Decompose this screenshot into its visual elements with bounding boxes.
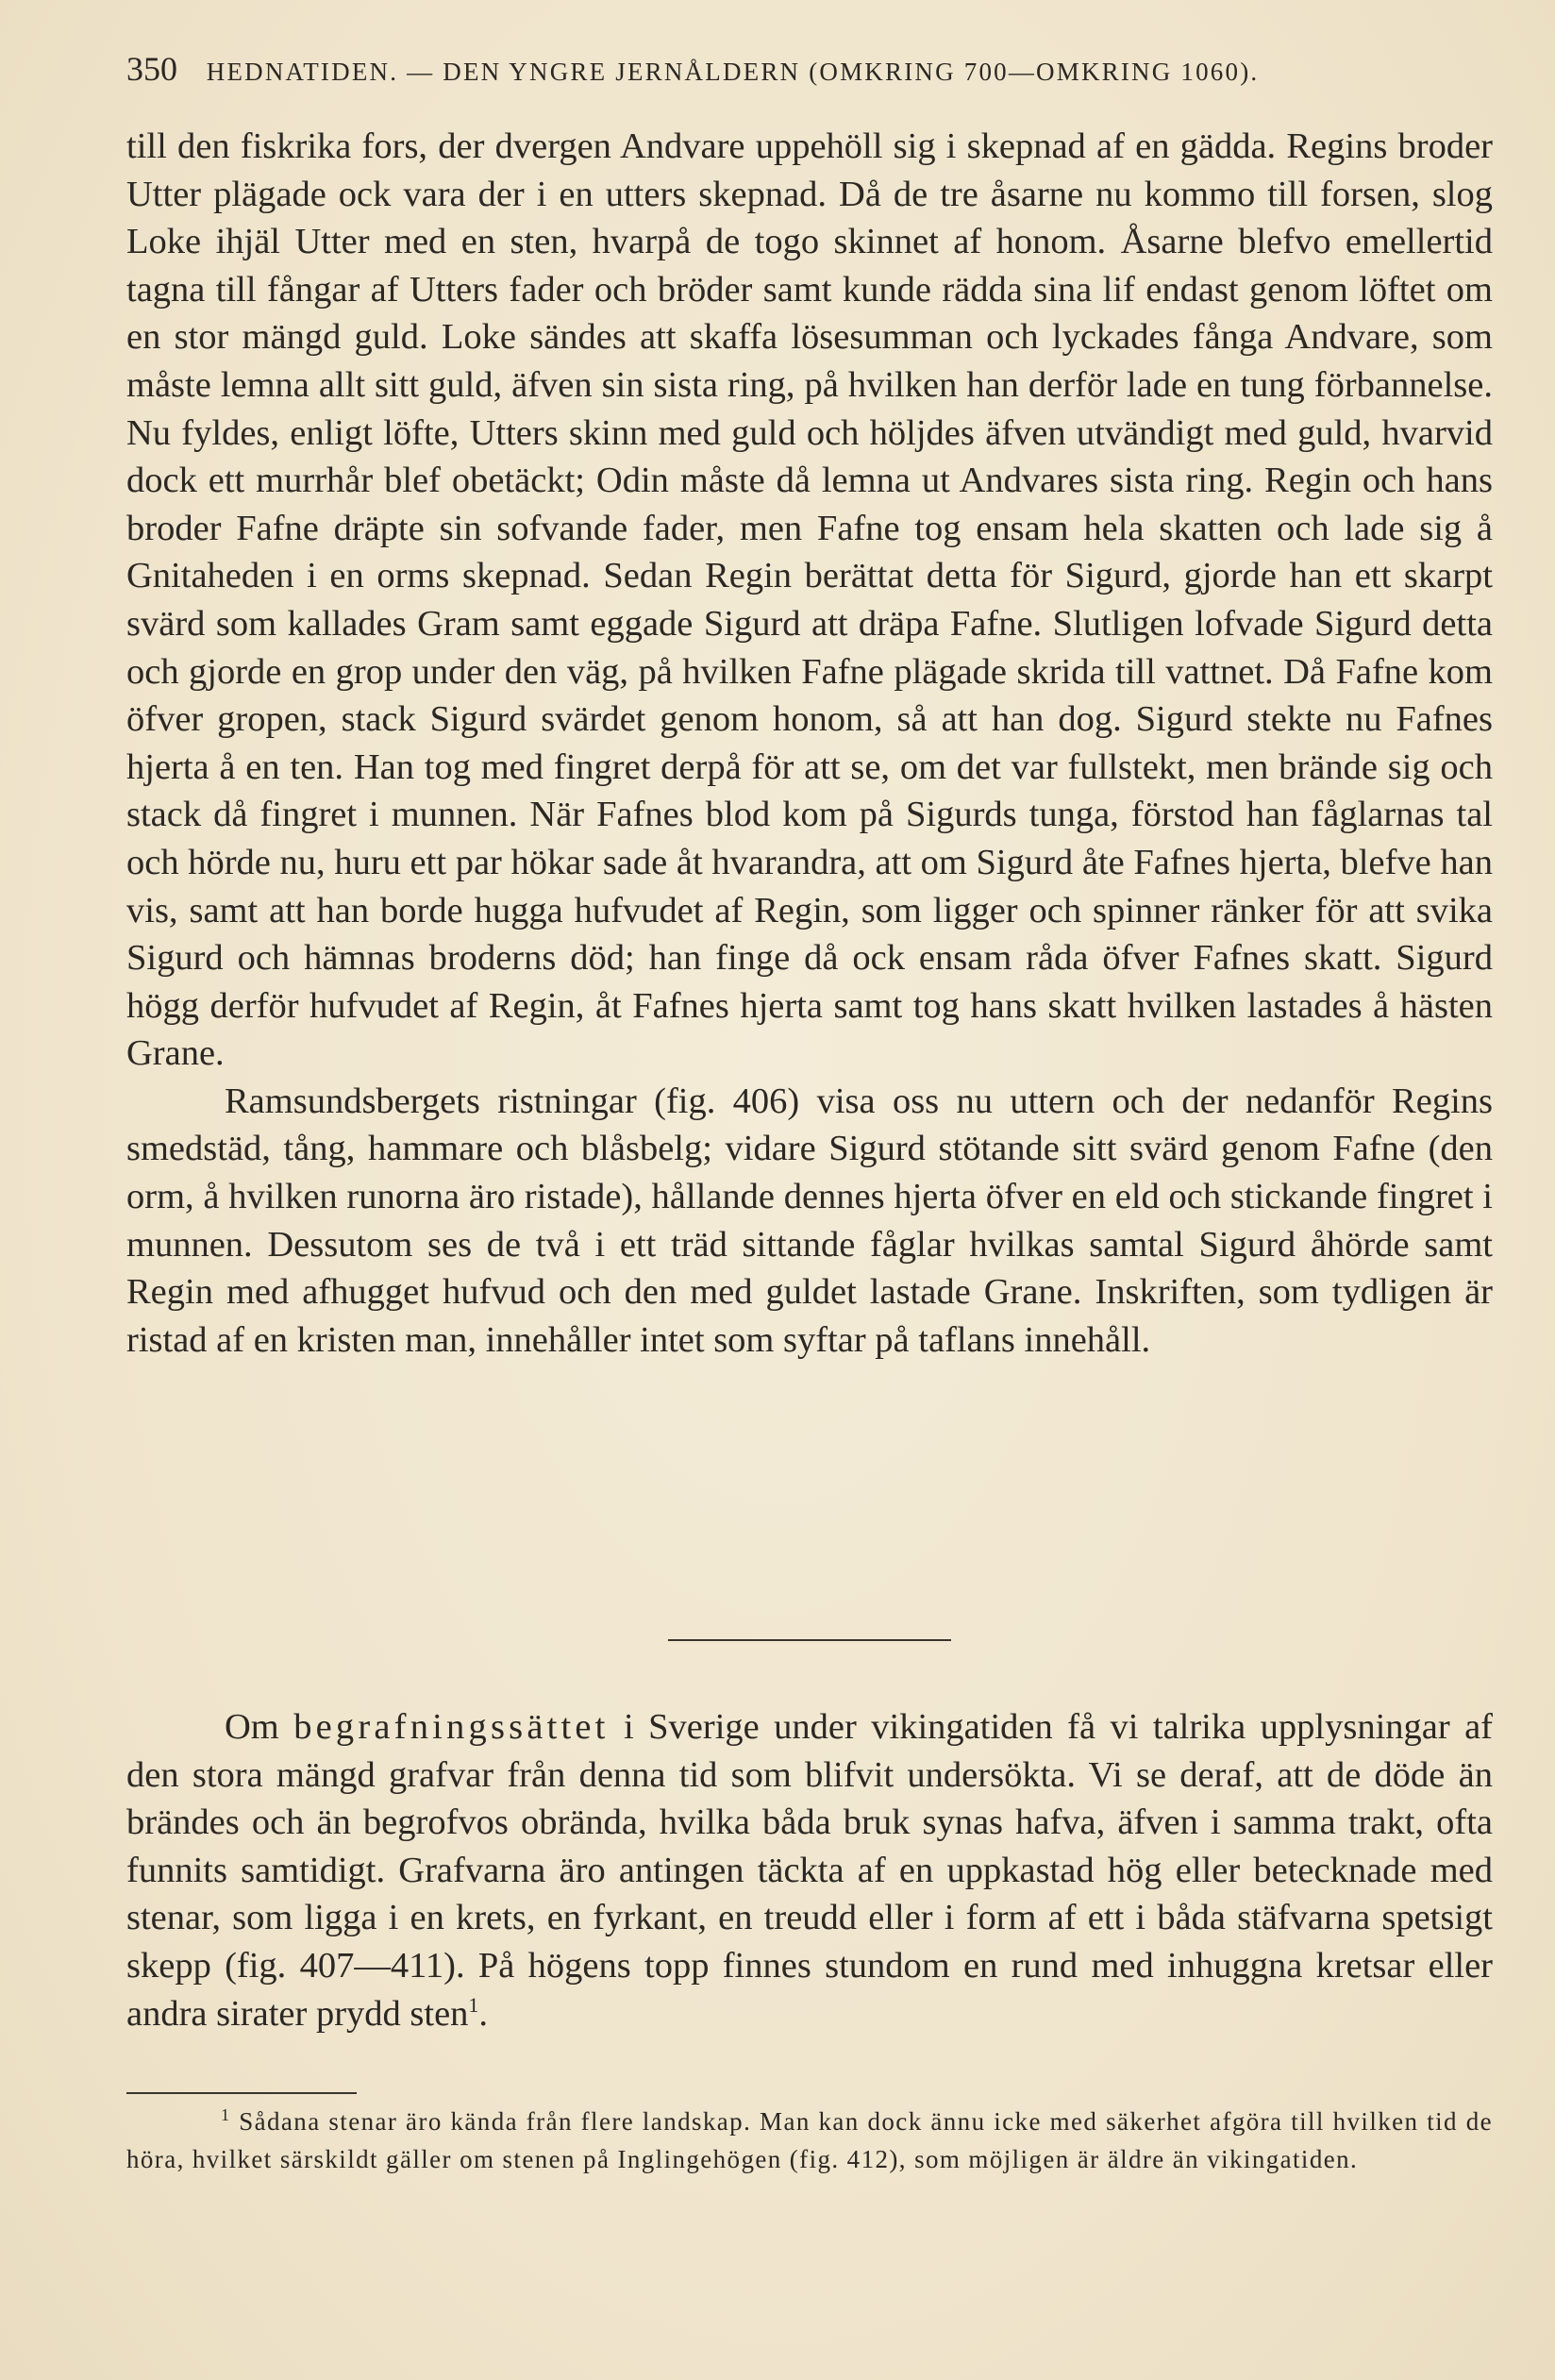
paragraph-ramsund-carvings: Ramsundsbergets ristningar (fig. 406) visa oss nu uttern och der nedanför Regins smedstäd, tång, hammare och blåsbelg; vidare Sigurd stötande sitt svärd genom Fafne (den orm, å hvilken runorna äro ristade), hållande dennes hjerta öfver en eld och stickande fingret i munnen. Dessutom ses de två i ett träd sittande fåglar hvilkas samtal Sigurd åhörde samt Regin med afhugget hufvud och den med guldet lastade Grane. Inskriften, som tydligen är ristad af en kristen man, innehåller intet som syftar på taflans innehåll.: [126, 1081, 1493, 1360]
footnote: [126, 2103, 1493, 2178]
section-divider: [668, 1639, 951, 1641]
main-text-block: [126, 123, 1493, 1364]
page-header: [126, 49, 1495, 89]
footnote-text: Sådana stenar äro kända från flere landskap. Man kan dock ännu icke med säkerhet afgöra till hvilken tid de höra, hvilket särskildt gäller om stenen på Inglingehögen (fig. 412), som möjligen är äldre än vikingatiden.: [126, 2107, 1493, 2173]
running-title: HEDNATIDEN. — DEN YNGRE JERNÅLDERN (OMKRING 700—OMKRING 1060).: [206, 58, 1260, 86]
paragraph-sigurd-legend: till den fiskrika fors, der dvergen Andvare uppehöll sig i skepnad af en gädda. Regins broder Utter plägade ock vara der i en utters skepnad. Då de tre åsarne nu kommo till forsen, slog Loke ihjäl Utter med en sten, hvarpå de togo skinnet af honom. Åsarne blefvo emellertid tagna till fångar af Utters fader och bröder samt kunde rädda sina lif endast genom löftet om en stor mängd guld. Loke sändes att skaffa lösesumman och lyckades fånga Andvare, som måste lemna allt sitt guld, äfven sin sista ring, på hvilken han derför lade en tung förbannelse. Nu fyldes, enligt löfte, Utters skinn med guld och höljdes äfven utvändigt med guld, hvarvid dock ett murrhår blef obetäckt; Odin måste då lemna ut Andvares sista ring. Regin och hans broder Fafne dräpte sin sofvande fader, men Fafne tog ensam hela skatten och lade sig å Gnitaheden i en orms skepnad. Sedan Regin berättat detta för Sigurd, gjorde han ett skarpt svärd som kallades Gram samt eggade Sigurd att dräpa Fafne. Slutligen lofvade Sigurd detta och gjorde en grop under den väg, på hvilken Fafne plägade skrida till vattnet. Då Fafne kom öfver gropen, stack Sigurd svärdet genom honom, så att han dog. Sigurd stekte nu Fafnes hjerta å en ten. Han tog med fingret derpå för att se, om det var fullstekt, men brände sig och stack då fingret i munnen. När Fafnes blod kom på Sigurds tunga, förstod han fåglarnas tal och hörde nu, huru ett par hökar sade åt hvarandra, att om Sigurd åte Fafnes hjerta, blefve han vis, samt att han borde hugga hufvudet af Regin, som ligger och spinner ränker för att svika Sigurd och hämnas broderns död; han finge då ock ensam råda öfver Fafnes skatt. Sigurd högg derför hufvudet af Regin, åt Fafnes hjerta samt tog hans skatt hvilken lastades å hästen Grane.: [126, 126, 1493, 1074]
footnote-rule: [126, 2092, 357, 2094]
footnote-marker: 1: [221, 2105, 231, 2124]
paragraph-text: i Sverige under vikingatiden få vi talrika upplysningar af den stora mängd grafvar från denna tid som blifvit undersökta. Vi se deraf, att de döde än brändes och än begrofvos obrända, hvilka båda bruk synas hafva, äfven i samma trakt, ofta funnits samtidigt. Grafvarna äro antingen täckta af en uppkastad hög eller betecknade med stenar, som ligga i en krets, en fyrkant, en treudd eller i form af ett i båda stäfvarna spetsigt skepp (fig. 407—411). På högens topp finnes stundom en rund med inhuggna kretsar eller andra sirater prydd sten: [126, 1707, 1494, 2034]
paragraph-end: .: [478, 1993, 489, 2034]
footnote-reference[interactable]: 1: [468, 1992, 479, 2017]
paragraph-burial-customs: [126, 1703, 1493, 2037]
lead-word: Om: [225, 1707, 279, 1747]
spaced-keyword: begrafningssättet: [293, 1707, 610, 1747]
burial-section: [126, 1703, 1493, 2037]
page-number: 350: [126, 50, 177, 88]
